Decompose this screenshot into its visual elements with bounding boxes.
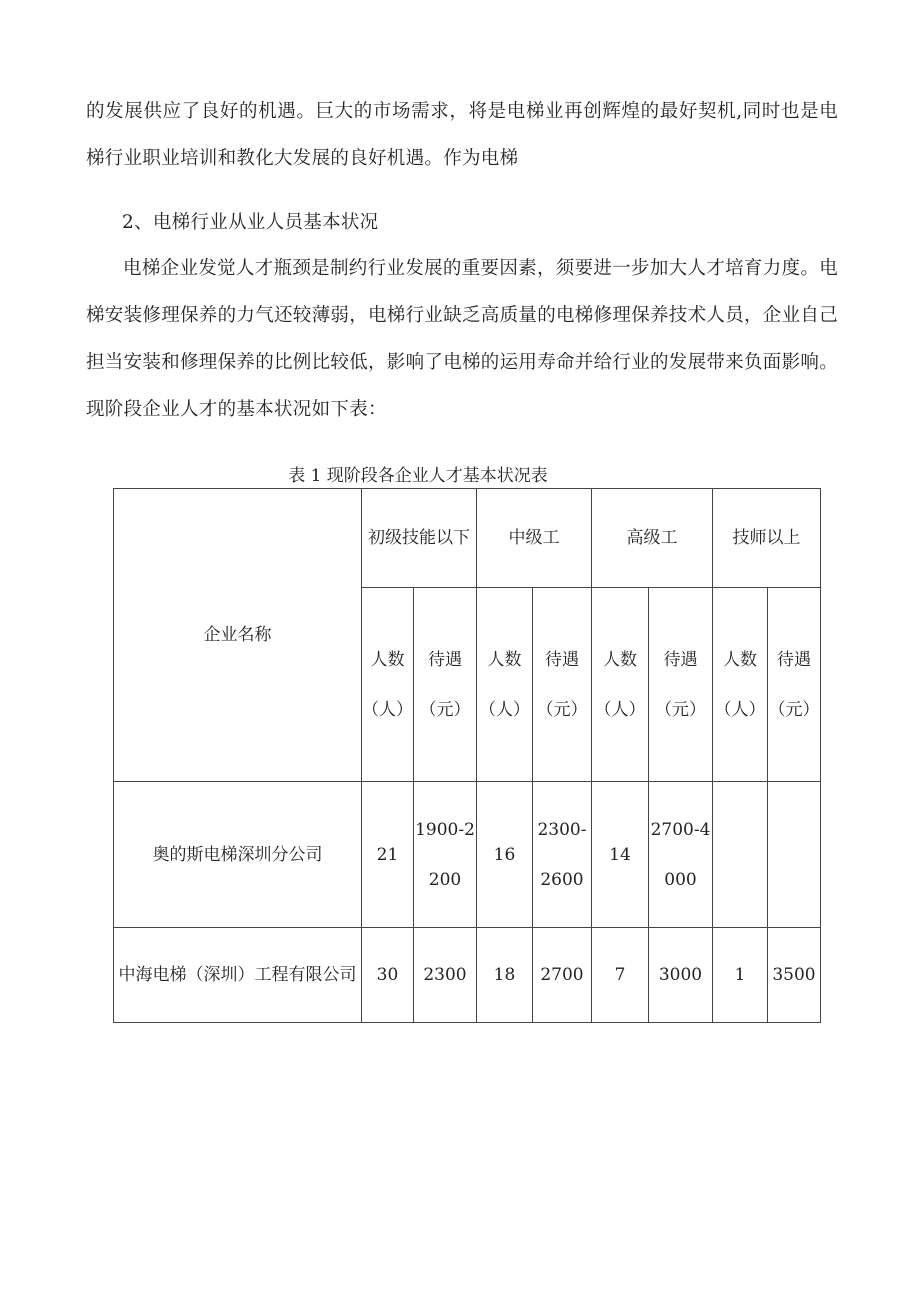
table-cell: 2300-2600 [533, 782, 592, 928]
subheader-pay: 待遇（元） [768, 588, 821, 782]
subheader-pay: 待遇（元） [533, 588, 592, 782]
table-cell: 21 [362, 782, 414, 928]
table-row [114, 928, 821, 1023]
table-cell: 2700-4000 [649, 782, 713, 928]
level-header-technician: 技师以上 [713, 489, 821, 588]
level-header-primary: 初级技能以下 [362, 489, 477, 588]
table-cell: 16 [477, 782, 533, 928]
section-heading: 2、电梯行业从业人员基本状况 [122, 212, 379, 233]
intro-paragraph: 的发展供应了良好的机遇。巨大的市场需求，将是电梯业再创辉煌的最好契机,同时也是电梯行业职业培训和教化大发展的良好机遇。作为电梯 [86, 101, 838, 169]
table-cell: 7 [592, 928, 649, 1023]
table-cell [713, 782, 768, 928]
level-header-senior: 高级工 [592, 489, 713, 588]
staff-table [113, 488, 821, 1023]
subheader-count: 人数（人） [592, 588, 649, 782]
subheader-count: 人数（人） [477, 588, 533, 782]
table-cell: 1 [713, 928, 768, 1023]
subheader-pay: 待遇（元） [649, 588, 713, 782]
company-name: 中海电梯（深圳）工程有限公司 [114, 928, 362, 1023]
table-cell: 3500 [768, 928, 821, 1023]
table-row [114, 782, 821, 928]
body-paragraph: 电梯企业发觉人才瓶颈是制约行业发展的重要因素，须要进一步加大人才培育力度。电梯安装修理保养的力气还较薄弱，电梯行业缺乏高质量的电梯修理保养技术人员，企业自己担当安装和修理保养的比例比较低，影响了电梯的运用寿命并给行业的发展带来负面影响。现阶段企业人才的基本状况如下表： [86, 258, 839, 420]
table-cell: 2700 [533, 928, 592, 1023]
table-cell [768, 782, 821, 928]
table-cell: 1900-2200 [414, 782, 477, 928]
table-cell: 3000 [649, 928, 713, 1023]
table-cell: 30 [362, 928, 414, 1023]
subheader-pay: 待遇（元） [414, 588, 477, 782]
table-cell: 18 [477, 928, 533, 1023]
company-name: 奥的斯电梯深圳分公司 [114, 782, 362, 928]
subheader-count: 人数（人） [713, 588, 768, 782]
level-header-intermediate: 中级工 [477, 489, 592, 588]
subheader-count: 人数（人） [362, 588, 414, 782]
table-caption: 表 1 现阶段各企业人才基本状况表 [288, 466, 548, 486]
corner-header-company: 企业名称 [114, 489, 362, 782]
table-cell: 2300 [414, 928, 477, 1023]
table-cell: 14 [592, 782, 649, 928]
